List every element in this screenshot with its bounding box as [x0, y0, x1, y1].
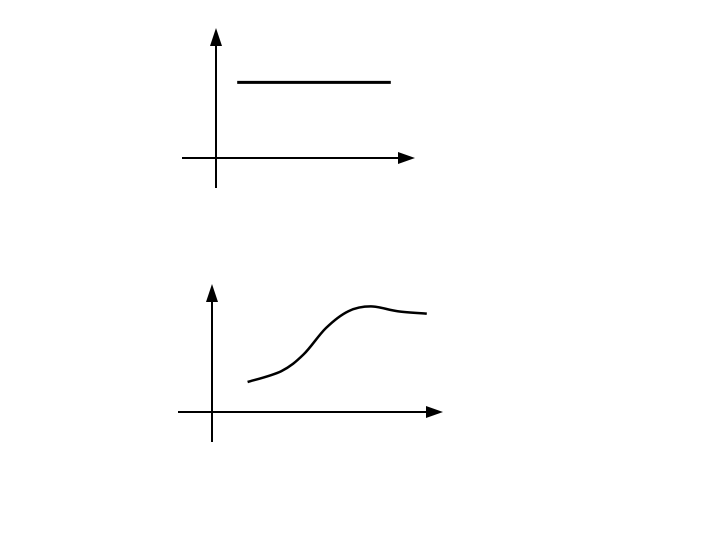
y-axis-arrow-1 [210, 28, 222, 46]
y-axis-arrow-2 [206, 284, 218, 302]
chart-linear [182, 28, 415, 188]
chart-nonlinear [178, 284, 443, 442]
x-axis-arrow-1 [398, 152, 415, 164]
x-axis-arrow-2 [426, 406, 443, 418]
series-line-nonlinear [248, 306, 427, 382]
